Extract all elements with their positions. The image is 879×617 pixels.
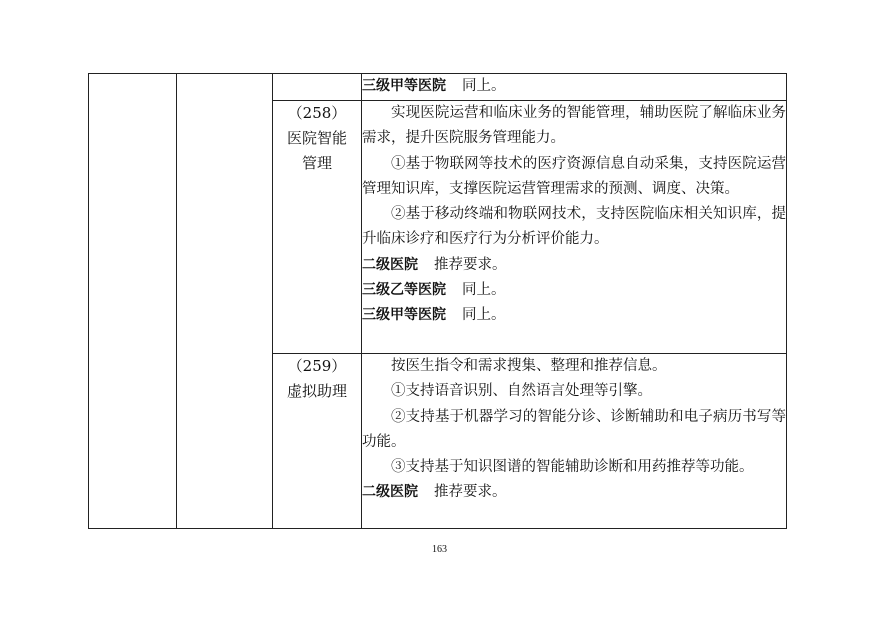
- level-text: 同上。: [462, 282, 506, 299]
- item-258-header: [273, 101, 362, 354]
- item-258-content: [362, 101, 787, 354]
- item-point: ①基于物联网等技术的医疗资源信息自动采集，支持医院运营管理知识库，支撑医院运营管理需求的预测、调度、决策。: [362, 155, 786, 197]
- page-number: 163: [432, 544, 447, 555]
- level-text: 同上。: [462, 78, 506, 94]
- item-intro: 实现医院运营和临床业务的智能管理，辅助医院了解临床业务需求，提升医院服务管理能力。: [362, 105, 786, 147]
- item-name-line: 虚拟助理: [286, 382, 347, 400]
- item-intro: 按医生指令和需求搜集、整理和推荐信息。: [391, 358, 667, 374]
- level-label: 二级医院: [362, 484, 418, 501]
- level-text: 同上。: [462, 307, 506, 324]
- item-name-line: 医院智能: [286, 129, 347, 147]
- level-label: 三级甲等医院: [362, 78, 446, 94]
- item-number: （259）: [287, 357, 347, 375]
- item-259-content: [362, 354, 787, 529]
- item-point: ①支持语音识别、自然语言处理等引擎。: [391, 383, 652, 400]
- level-text: 推荐要求。: [434, 484, 507, 501]
- item-point: ②基于移动终端和物联网技术，支持医院临床相关知识库，提升临床诊疗和医疗行为分析评价能力。: [362, 206, 786, 248]
- level-label: 三级乙等医院: [362, 282, 446, 299]
- category-cell: [89, 74, 177, 529]
- subcategory-cell: [177, 74, 273, 529]
- item-cell-empty: [273, 74, 362, 101]
- level-label: 三级甲等医院: [362, 307, 446, 324]
- item-259-header: [273, 354, 362, 529]
- level-label: 二级医院: [362, 256, 418, 273]
- top-row-content: [362, 74, 787, 101]
- item-number: （258）: [287, 104, 347, 122]
- requirements-table: [88, 73, 787, 529]
- level-text: 推荐要求。: [434, 256, 507, 273]
- item-point: ③支持基于知识图谱的智能辅助诊断和用药推荐等功能。: [391, 459, 754, 476]
- item-point: ②支持基于机器学习的智能分诊、诊断辅助和电子病历书写等功能。: [362, 408, 786, 450]
- item-name-line: 管理: [301, 154, 332, 172]
